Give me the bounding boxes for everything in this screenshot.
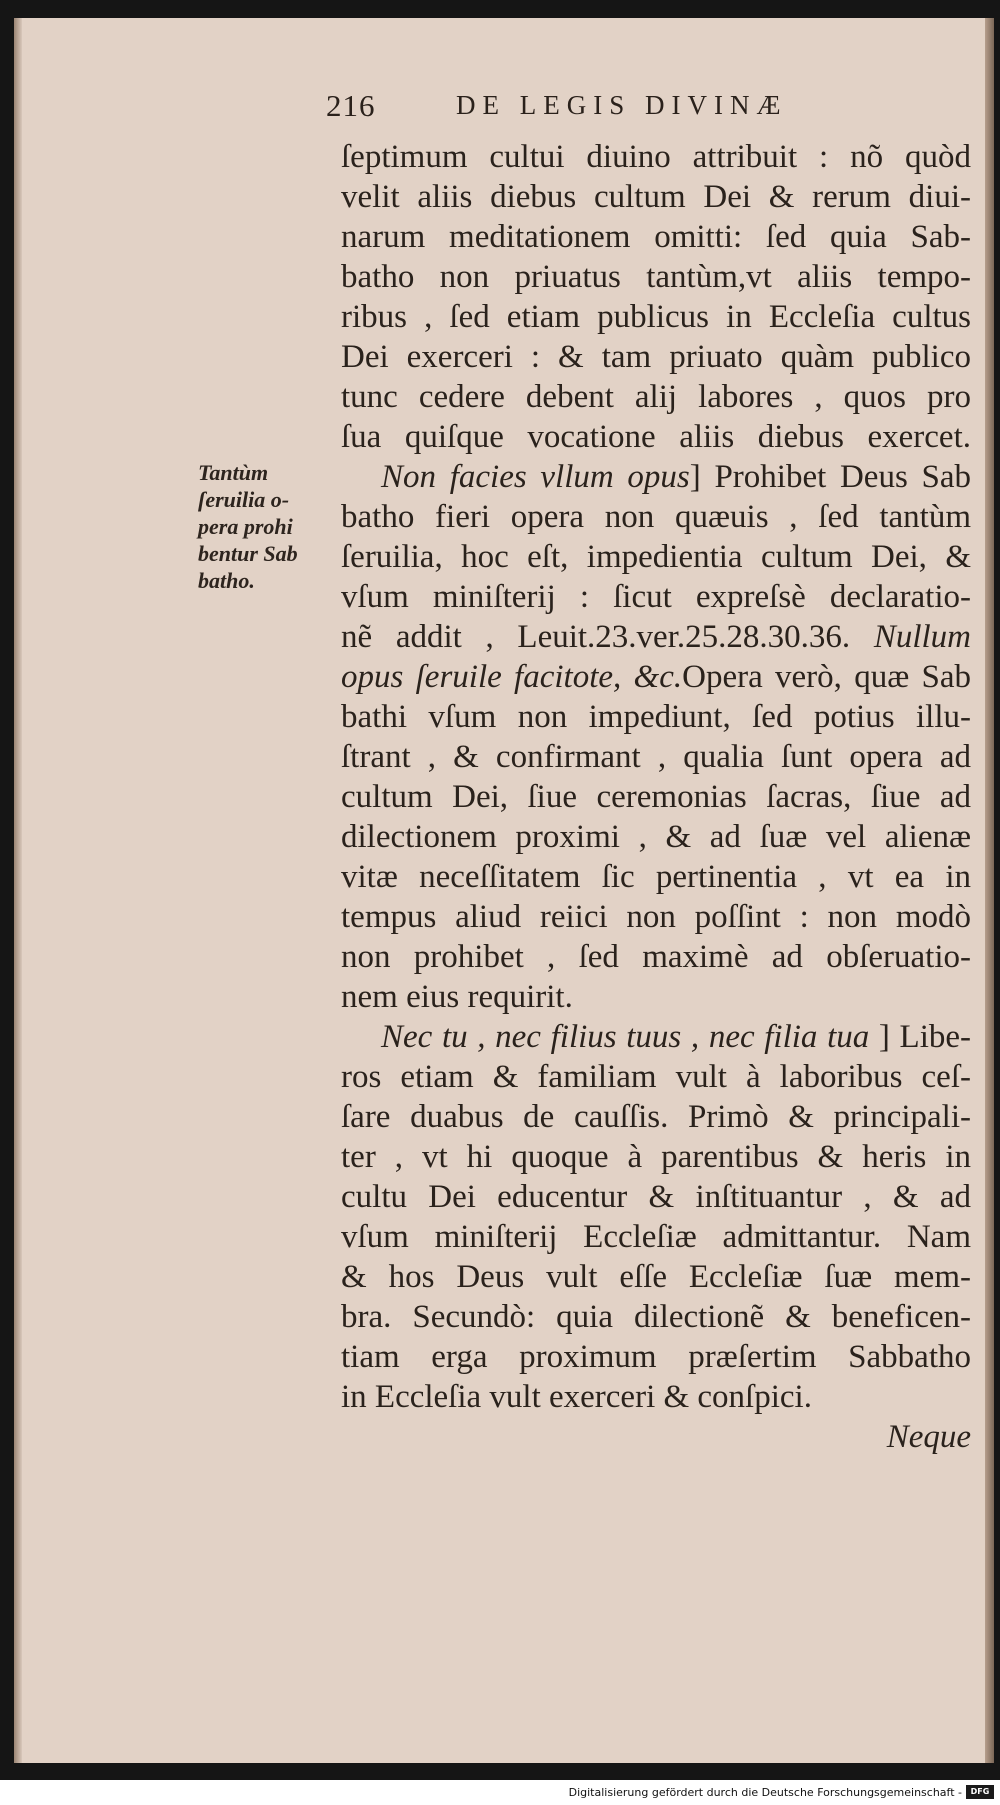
text-line: batho fieri opera non quæuis , ſed tantùm: [341, 499, 971, 535]
text-line: ribus , ſed etiam publicus in Eccleſia cultus: [341, 299, 971, 335]
text-line: tunc cedere debent alij labores , quos pro: [341, 379, 971, 415]
marginal-note-line: Tantùm: [198, 460, 269, 485]
text-line: [341, 1017, 971, 1057]
page-header: [326, 88, 986, 128]
text-segment: ] Libe-: [869, 1019, 971, 1055]
text-line: ſtrant , & confirmant , qualia ſunt opera ad: [341, 739, 971, 775]
page-number: 216: [326, 88, 376, 123]
text-line: vitæ neceſſitatem ſic pertinentia , vt ea in: [341, 859, 971, 895]
text-line: dilectionem proximi , & ad ſuæ vel alienæ: [341, 819, 971, 855]
running-head: DE LEGIS DIVINÆ: [456, 90, 788, 120]
text-line: nem eius requirit.: [341, 979, 573, 1015]
text-line: bra. Secundò: quia dilectionẽ & beneficen-: [341, 1299, 971, 1335]
lemma-italic: Nec tu , nec filius tuus , nec filia tua: [381, 1019, 870, 1055]
text-line: batho non priuatus tantùm,vt aliis tempo-: [341, 259, 971, 295]
text-line: vſum miniſterij : ſicut expreſsè declaratio-: [341, 579, 971, 615]
marginal-note-line: batho.: [198, 568, 255, 593]
page-edge-right: [985, 18, 994, 1763]
text-line: & hos Deus vult eſſe Eccleſiæ ſuæ mem-: [341, 1259, 971, 1295]
text-line: in Eccleſia vult exerceri & conſpici.: [341, 1379, 812, 1415]
footer-bar: [0, 1780, 1000, 1805]
text-line: bathi vſum non impediunt, ſed potius illu-: [341, 699, 971, 735]
text-line: ros etiam & familiam vult à laboribus ceſ-: [341, 1059, 971, 1095]
text-line: tiam erga proximum præſertim Sabbatho: [341, 1339, 971, 1375]
text-line: ſare duabus de cauſſis. Primò & principali-: [341, 1099, 971, 1135]
dfg-logo-icon: DFG: [966, 1785, 994, 1799]
quote-italic: opus ſeruile facitote, &c.: [341, 659, 683, 695]
text-line: cultu Dei educentur & inſtituantur , & ad: [341, 1179, 971, 1215]
text-line: ſeptimum cultui diuino attribuit : nõ quòd: [341, 139, 971, 175]
text-line: Dei exerceri : & tam priuato quàm publico: [341, 339, 971, 375]
text-line: ſeruilia, hoc eſt, impedientia cultum Dei, &: [341, 539, 971, 575]
text-segment: nẽ addit , Leuit.23.ver.25.28.30.36.: [341, 619, 874, 655]
text-line: vſum miniſterij Eccleſiæ admittantur. Nam: [341, 1219, 971, 1255]
lemma-italic: Non facies vllum opus: [381, 459, 690, 495]
text-line: cultum Dei, ſiue ceremonias ſacras, ſiue ad: [341, 779, 971, 815]
text-line: ter , vt hi quoque à parentibus & heris in: [341, 1139, 971, 1175]
text-segment: Opera verò, quæ Sab: [682, 659, 971, 695]
text-line: non prohibet , ſed maximè ad obſeruatio-: [341, 939, 971, 975]
text-line: ſua quiſque vocatione aliis diebus exercet.: [341, 419, 971, 455]
digitization-credit: Digitalisierung gefördert durch die Deutsche Forschungsgemeinschaft -: [568, 1786, 962, 1799]
quote-italic: Nullum: [873, 619, 971, 655]
marginal-note-line: bentur Sab: [198, 541, 298, 566]
catchword: Neque: [886, 1419, 971, 1455]
text-line: [341, 657, 971, 697]
text-segment: ] Prohibet Deus Sab: [689, 459, 971, 495]
page-edge-left: [14, 18, 22, 1763]
text-line: [341, 457, 971, 497]
text-line: narum meditationem omitti: ſed quia Sab-: [341, 219, 971, 255]
body-text: [341, 137, 971, 1457]
marginal-note-line: pera prohi: [198, 514, 293, 539]
text-line: [341, 617, 971, 657]
text-line: tempus aliud reiici non poſſint : non modò: [341, 899, 971, 935]
marginal-note-line: ſeruilia o-: [198, 487, 290, 512]
marginal-note: [198, 459, 333, 594]
text-line: velit aliis diebus cultum Dei & rerum diui-: [341, 179, 971, 215]
